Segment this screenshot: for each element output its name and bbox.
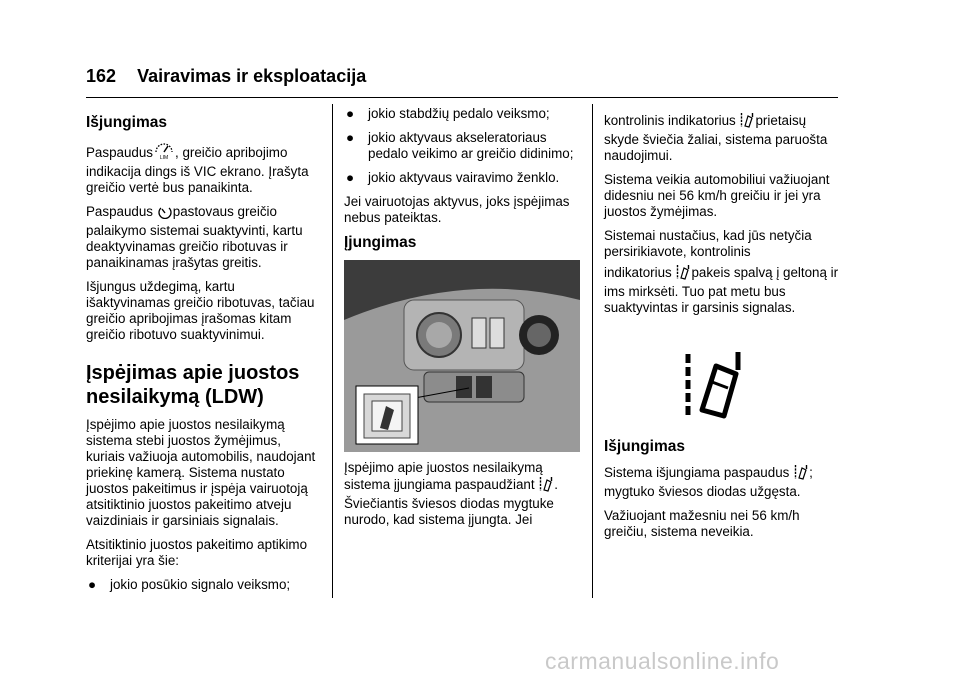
list-item: ● jokio posūkio signalo veiksmo; xyxy=(88,577,291,592)
paragraph-ldw-intro: Įspėjimo apie juostos nesilaikymą sistema stebi juostos žymėjimus, kuriais važiuoja automobilis, naudojant priekinę kamerą. Sistema nustato juostos pakeitimus ir įspėja vairuotoją atsitiktinio juostos pakeitimo atveju vaizdiniais ir garsiniais signalais. xyxy=(86,417,316,528)
paragraph-indicator-green: kontrolinis indikatorius prietaisų skyde šviečia žaliai, sistema paruošta naudojimui. xyxy=(604,113,828,163)
header-rule xyxy=(86,97,838,98)
paragraph-indicator-yellow: indikatorius pakeis spalvą į geltoną ir ims mirksėti. Tuo pat metu bus suaktyvintas ir garsinis signalas. xyxy=(604,265,839,315)
watermark: carmanualsonline.info xyxy=(545,648,780,674)
paragraph-ldw-on: Įspėjimo apie juostos nesilaikymą sistema įjungiama paspaudžiant . Šviečiantis šviesos diodas mygtuke nurodo, kad sistema įjungta. Jei xyxy=(344,460,559,527)
lane-departure-icon xyxy=(680,352,750,420)
paragraph-driver-active: Jei vairuotojas aktyvus, joks įspėjimas nebus pateiktas. xyxy=(344,194,570,225)
section-heading-on: Įjungimas xyxy=(344,234,417,251)
column-2 xyxy=(344,106,580,536)
column-3 xyxy=(604,106,840,548)
cruise-control-icon xyxy=(158,205,172,223)
column-separator-2 xyxy=(592,104,593,598)
speed-limiter-icon xyxy=(154,140,174,164)
list-item: ● jokio stabdžių pedalo veiksmo; xyxy=(346,106,550,121)
list-item: ● jokio aktyvaus akseleratoriaus pedalo veikimo ar greičio didinimo; xyxy=(346,130,574,161)
lane-departure-icon xyxy=(539,476,553,496)
paragraph-low-speed: Važiuojant mažesniu nei 56 km/h greičiu, sistema neveikia. xyxy=(604,508,800,539)
section-heading-off-2: Išjungimas xyxy=(604,438,685,455)
column-1 xyxy=(86,106,316,601)
paragraph-ignition: Išjungus uždegimą, kartu išaktyvinamas greičio ribotuvas, tačiau greičio apribojimas įrašomas kitam greičio ribotuvo suaktyvinimui. xyxy=(86,279,315,342)
paragraph-operating-speed: Sistema veikia automobiliui važiuojant didesniu nei 56 km/h greičiu ir jei yra juostos žymėjimas. xyxy=(604,172,830,219)
svg-text:LIM: LIM xyxy=(159,155,169,160)
dashboard-switch-photo xyxy=(344,260,580,452)
page-number: 162 xyxy=(86,66,117,86)
lane-departure-icon xyxy=(740,112,754,132)
section-heading-ldw: Įspėjimas apie juostos nesilaikymą (LDW) xyxy=(86,362,300,408)
paragraph-cruise: Paspaudus pastovaus greičio palaikymo sistemai suaktyvinti, kartu deaktyvinamas greičio ribotuvas ir panaikinamas įrašytas greitis. xyxy=(86,204,303,270)
page-header xyxy=(86,66,366,87)
lane-departure-icon xyxy=(676,264,690,284)
section-heading-off: Išjungimas xyxy=(86,114,167,131)
lane-departure-icon xyxy=(794,464,808,484)
chapter-title: Vairavimas ir eksploatacija xyxy=(137,66,367,86)
column-separator-1 xyxy=(332,104,333,598)
paragraph-ldw-off: Sistema išjungiama paspaudus ; mygtuko šviesos diodas užgęsta. xyxy=(604,465,813,499)
paragraph-criteria: Atsitiktinio juostos pakeitimo aptikimo kriterijai yra šie: xyxy=(86,537,308,568)
list-item: ● jokio aktyvaus vairavimo ženklo. xyxy=(346,170,560,185)
paragraph-drift: Sistemai nustačius, kad jūs netyčia persirikiavote, kontrolinis xyxy=(604,228,812,259)
paragraph-limiter-off: Paspaudus LIM , greičio apribojimo indikacija dings iš VIC ekrano. Įrašyta greičio vertė bus panaikinta. xyxy=(86,140,316,196)
